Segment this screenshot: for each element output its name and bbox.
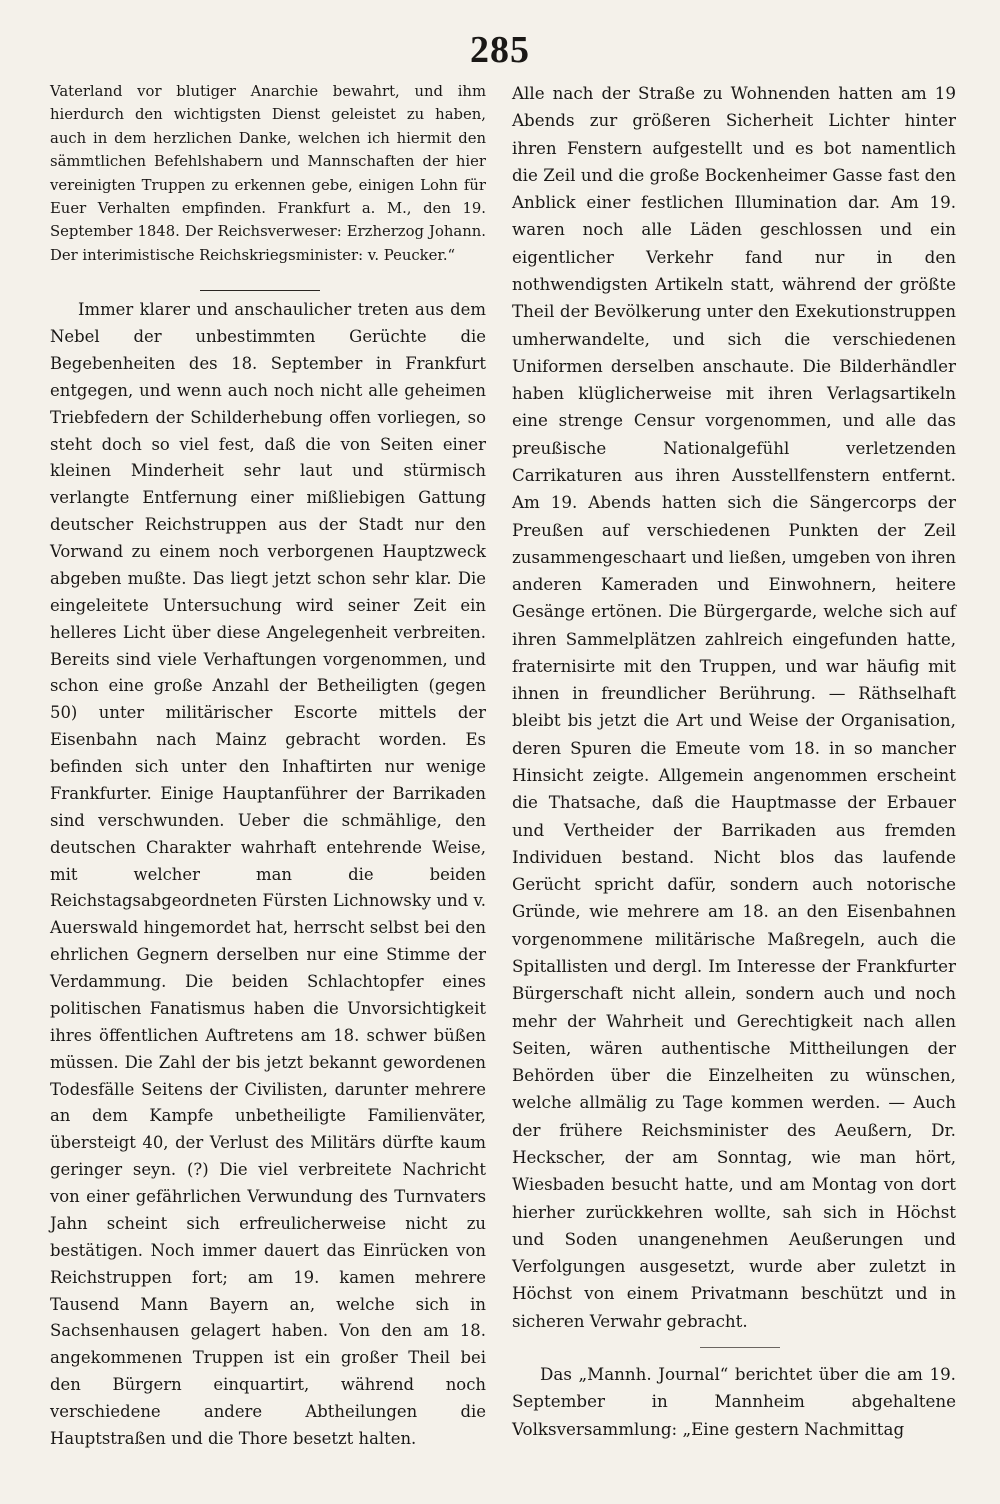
section-gap	[50, 267, 486, 297]
right-column	[512, 80, 956, 1443]
section-divider	[200, 290, 320, 291]
next-article-paragraph: Das „Mannh. Journal“ berichtet über die am 19. September in Mannheim abgehaltene Volksversammlung: „Eine gestern Nachmittag	[512, 1363, 956, 1439]
decree-closing-paragraph: Vaterland vor blutiger Anarchie bewahrt, und ihm hierdurch den wichtigsten Dienst geleistet zu haben, auch in dem herzlichen Danke, welchen ich hiermit den sämmtlichen Befehlshabern und Mannschaften der hier vereinigten Truppen zu erkennen gebe, einigen Lohn für Euer Verhalten empfinden. Frankfurt a. M., den 19. September 1848. Der Reichsverweser: Erzherzog Johann. Der interimistische Reichskriegsminister: v. Peucker.“	[50, 83, 486, 264]
left-column	[50, 80, 486, 1453]
section-divider-right	[700, 1347, 780, 1348]
section-gap	[512, 1335, 956, 1361]
page-number: 285	[470, 29, 530, 71]
article-continuation-paragraph: Alle nach der Straße zu Wohnenden hatten am 19 Abends zur größeren Sicherheit Lichter hinter ihren Fenstern aufgestellt und es bot namentlich die Zeil und die große Bockenheimer Gasse fast den Anblick einer festlichen Illumination dar. Am 19. waren noch alle Läden geschlossen und ein eigentlicher Verkehr fand nur in den nothwendigsten Artikeln statt, während der größte Theil der Bevölkerung unter den Exekutionstruppen umherwandelte, und sich die verschiedenen Uniformen derselben anschaute. Die Bilderhändler haben klüglicherweise mit ihren Verlagsartikeln eine strenge Censur vorgenommen, und alle das preußische Nationalgefühl verletzenden Carrikaturen aus ihren Ausstellfenstern entfernt. Am 19. Abends hatten sich die Sängercorps der Preußen auf verschiedenen Punkten der Zeil zusammengeschaart und ließen, umgeben von ihren anderen Kameraden und Einwohnern, heitere Gesänge ertönen. Die Bürgergarde, welche sich auf ihren Sammelplätzen zahlreich eingefunden hatte, fraternisirte mit den Truppen, und war häufig mit ihnen in freundlicher Berührung. — Räthselhaft bleibt bis jetzt die Art und Weise der Organisation, deren Spuren die Emeute vom 18. in so mancher Hinsicht zeigte. Allgemein angenommen erscheint die Thatsache, daß die Hauptmasse der Erbauer und Vertheider der Barrikaden aus fremden Individuen bestand. Nicht blos das laufende Gerücht spricht dafür, sondern auch notorische Gründe, wie mehrere am 18. an den Eisenbahnen vorgenommene militärische Maßregeln, auch die Spitallisten und dergl. Im Interesse der Frankfurter Bürgerschaft nicht allein, sondern auch und noch mehr der Wahrheit und Gerechtigkeit nach allen Seiten, wären authentische Mittheilungen der Behörden über die Einzelheiten zu wünschen, welche allmälig zu Tage kommen werden. — Auch der frühere Reichsminister des Aeußern, Dr. Heckscher, der am Sonntag, wie man hört, Wiesbaden besucht hatte, und am Montag von dort hierher zurückkehren wollte, sah sich in Höchst und Soden unangenehmen Aeußerungen und Verfolgungen ausgesetzt, wurde aber zuletzt in Höchst von einem Privatmann beschützt und in sicheren Verwahr gebracht.	[512, 83, 956, 1331]
article-paragraph: Immer klarer und anschaulicher treten aus dem Nebel der unbestimmten Gerüchte die Begebenheiten des 18. September in Frankfurt entgegen, und wenn auch noch nicht alle geheimen Triebfedern der Schilderhebung offen vorliegen, so steht doch so viel fest, daß die von Seiten einer kleinen Minderheit sehr laut und stürmisch verlangte Entfernung einer mißliebigen Gattung deutscher Reichstruppen aus der Stadt nur den Vorwand zu einem noch verborgenen Hauptzweck abgeben mußte. Das liegt jetzt schon sehr klar. Die eingeleitete Untersuchung wird seiner Zeit ein helleres Licht über diese Angelegenheit verbreiten. Bereits sind viele Verhaftungen vorgenommen, und schon eine große Anzahl der Betheiligten (gegen 50) unter militärischer Escorte mittels der Eisenbahn nach Mainz gebracht worden. Es befinden sich unter den Inhaftirten nur wenige Frankfurter. Einige Hauptanführer der Barrikaden sind verschwunden. Ueber die schmählige, den deutschen Charakter wahrhaft entehrende Weise, mit welcher man die beiden Reichstagsabgeordneten Fürsten Lichnowsky und v. Auerswald hingemordet hat, herrscht selbst bei den ehrlichen Gegnern derselben nur eine Stimme der Verdammung. Die beiden Schlachtopfer eines politischen Fanatismus haben die Unvorsichtigkeit ihres öffentlichen Auftretens am 18. schwer büßen müssen. Die Zahl der bis jetzt bekannt gewordenen Todesfälle Seitens der Civilisten, darunter mehrere an dem Kampfe unbetheiligte Familienväter, übersteigt 40, der Verlust des Militärs dürfte kaum geringer seyn. (?) Die viel verbreitete Nachricht von einer gefährlichen Verwundung des Turnvaters Jahn scheint sich erfreulicherweise nicht zu bestätigen. Noch immer dauert das Einrücken von Reichstruppen fort; am 19. kamen mehrere Tausend Mann Bayern an, welche sich in Sachsenhausen gelagert haben. Von den am 18. angekommenen Truppen ist ein großer Theil bei den Bürgern einquartirt, während noch verschiedene andere Abtheilungen die Hauptstraßen und die Thore besetzt halten.	[50, 300, 486, 1448]
